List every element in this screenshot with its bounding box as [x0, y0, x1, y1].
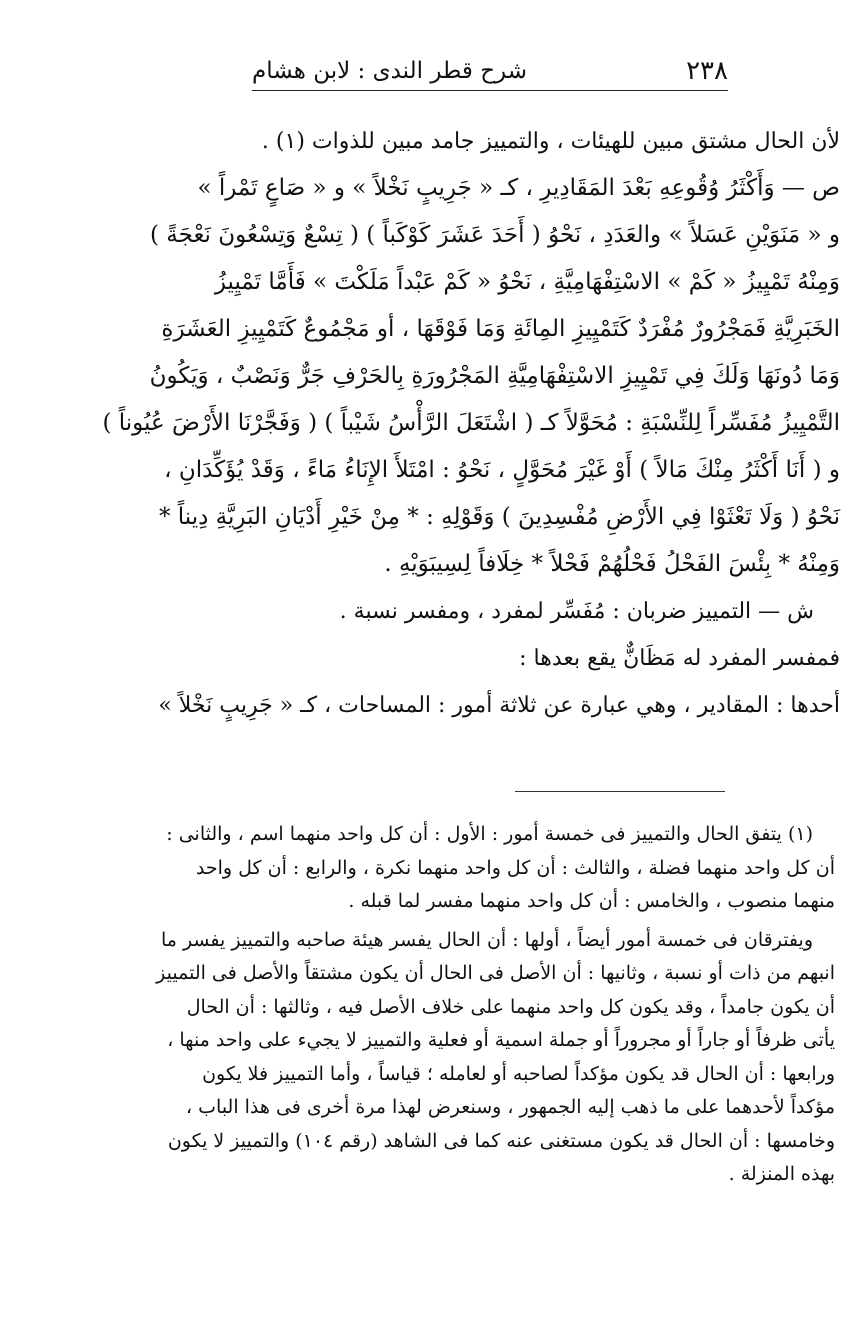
text-line: وَمِنْهُ تَمْيِيزُ « كَمْ » الاسْتِفْهَامِيَّةِ ، نَحْوُ « كَمْ عَبْداً مَلَكْتَ » فَأَمَّا تَمْيِيزُ: [214, 269, 840, 295]
footnote-line: ورابعها : أن الحال قد يكون مؤكداً لصاحبه أو لعامله ؛ قياساً ، وأما التمييز فلا يكون: [202, 1062, 835, 1085]
text-line: نَحْوُ ( وَلَا تَعْثَوْا فِي الأَرْضِ مُفْسِدِينَ ) وَقَوْلِهِ : * مِنْ خَيْرِ أَدْيَانِ البَرِيَّةِ دِيناً *: [158, 504, 840, 530]
footnote-line: مؤكداً لأحدهما على ما ذهب إليه الجمهور ، وسنعرض لهذا مرة أخرى فى هذا الباب ،: [185, 1096, 835, 1118]
text-line: التَّمْيِيزُ مُفَسِّراً لِلنِّسْبَةِ : مُحَوَّلاً كـ ( اشْتَعَلَ الرَّأْسُ شَيْباً ) ( وَفَجَّرْنَا الأَرْضَ عُيُوناً ): [102, 410, 840, 436]
text-line: و « مَنَوَيْنِ عَسَلاً » والعَدَدِ ، نَحْوُ ( أَحَدَ عَشَرَ كَوْكَباً ) ( تِسْعٌ وَتِسْعُونَ نَعْجَةً ): [150, 222, 840, 248]
main-text: [20, 118, 840, 729]
text-line: و ( أَنَا أَكْثَرُ مِنْكَ مَالاً ) أَوْ غَيْرَ مُحَوَّلٍ ، نَحْوُ : امْتَلأَ الإِنَاءُ مَاءً ، وَقَدْ يُؤَكِّدَانِ ،: [164, 457, 840, 483]
footnote-line: أن يكون جامداً ، وقد يكون كل واحد منهما على خلاف الأصل فيه ، وثالثها : أن الحال: [186, 995, 835, 1018]
page-header: [252, 48, 728, 91]
text-line: ش — التمييز ضربان : مُفَسِّر لمفرد ، ومفسر نسبة .: [339, 599, 814, 624]
footnotes: [20, 818, 835, 1192]
footnote-line: بهذه المنزلة .: [728, 1163, 835, 1185]
text-line: لأن الحال مشتق مبين للهيئات ، والتمييز جامد مبين للذوات (١) .: [261, 129, 840, 154]
footnote-line: (١) يتفق الحال والتمييز فى خمسة أمور : الأول : أن كل واحد منهما اسم ، والثانى :: [166, 823, 813, 845]
footnote-line: انبهم من ذات أو نسبة ، وثانيها : أن الأصل فى الحال أن يكون مشتقاً والأصل فى التمييز: [156, 962, 835, 984]
footnote-line: منهما منصوب ، والخامس : أن كل واحد منهما مفسر لما قبله .: [348, 890, 835, 912]
text-line: وَمِنْهُ * بِئْسَ الفَحْلُ فَحْلُهُمْ فَحْلاً * خِلَافاً لِسِيبَوَيْهِ .: [384, 551, 840, 577]
text-line: ص — وَأَكْثَرُ وُقُوعِهِ بَعْدَ المَقَادِيرِ ، كـ « جَرِيبٍ نَخْلاً » و « صَاعٍ تَمْراً »: [197, 175, 840, 201]
footnote-line: يأتى ظرفاً أو جاراً أو مجروراً أو جملة اسمية أو فعلية والتمييز لا يجيء على واحد منها ،: [167, 1029, 835, 1051]
running-title: شرح قطر الندى : لابن هشام: [252, 58, 528, 84]
footnote-line: ويفترقان فى خمسة أمور أيضاً ، أولها : أن الحال يفسر هيئة صاحبه والتمييز يفسر ما: [160, 928, 813, 951]
text-line: فمفسر المفرد له مَظَانٌّ يقع بعدها :: [519, 646, 840, 671]
footnote-separator: [515, 791, 725, 792]
text-line: وَمَا دُونَهَا وَلَكَ فِي تَمْيِيزِ الاسْتِفْهَامِيَّةِ المَجْرُورَةِ بِالحَرْفِ جَرٌّ وَنَصْبٌ ، وَيَكُونُ: [149, 363, 840, 389]
page-number: ٢٣٨: [686, 56, 728, 86]
footnote-line: وخامسها : أن الحال قد يكون مستغنى عنه كما فى الشاهد (رقم ١٠٤) والتمييز لا يكون: [167, 1129, 835, 1152]
text-line: الخَبَرِيَّةِ فَمَجْرُورٌ مُفْرَدٌ كَتَمْيِيزِ المِائَةِ وَمَا فَوْقَهَا ، أو مَجْمُوعٌ كَتَمْيِيزِ العَشَرَةِ: [161, 316, 840, 342]
footnote-line: أن كل واحد منهما فضلة ، والثالث : أن كل واحد منهما نكرة ، والرابع : أن كل واحد: [195, 856, 835, 879]
text-line: أحدها : المقادير ، وهي عبارة عن ثلاثة أمور : المساحات ، كـ « جَرِيبٍ نَخْلاً »: [158, 693, 840, 718]
